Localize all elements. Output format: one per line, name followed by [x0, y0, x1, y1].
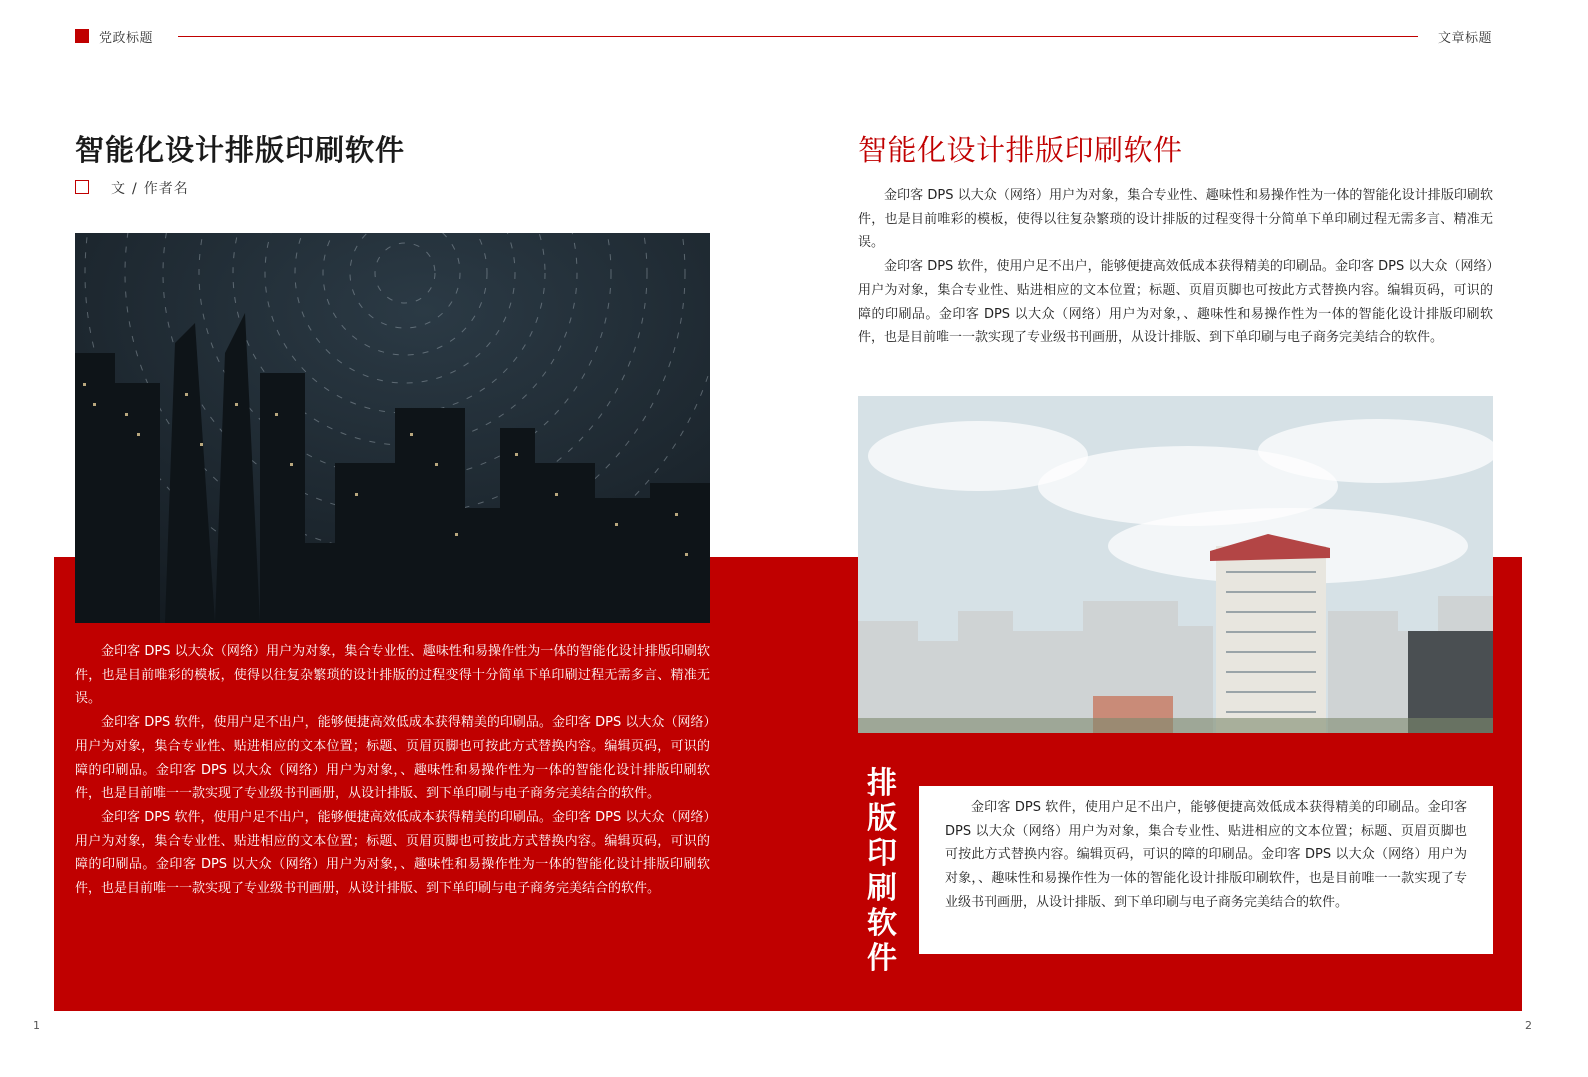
author-prefix: 文 [111, 181, 126, 197]
vertical-label [862, 766, 902, 976]
vertical-char: 刷 [867, 871, 897, 906]
vertical-char: 排 [867, 766, 897, 801]
header-right-label: 文章标题 [1437, 31, 1492, 46]
header-divider [178, 36, 1418, 37]
right-page-title: 智能化设计排版印刷软件 [858, 133, 1183, 167]
author-checkbox-icon [75, 180, 89, 194]
vertical-char: 版 [867, 801, 897, 836]
daytime-city-photo [858, 396, 1493, 733]
header-accent-square [75, 29, 89, 43]
callout-paragraph: 金印客 DPS 软件，使用户足不出户，能够便捷高效低成本获得精美的印刷品。金印客 DPS 以大众（网络）用户为对象，集合专业性、贴进相应的文本位置；标题、页眉页脚也可按此方式替换内容。编辑页码，可识的障的印刷品。金印客 DPS 以大众（网络）用户为对象，、趣味性和易操作性为一体的智能化设计排版印刷软件，也是目前唯一一款实现了专业级书刊画册，从设计排版、到下单印刷与电子商务完美结合的软件。 [945, 800, 1467, 910]
author-name: 作者名 [143, 181, 189, 197]
left-paragraph: 金印客 DPS 软件，使用户足不出户，能够便捷高效低成本获得精美的印刷品。金印客 DPS 以大众（网络）用户为对象，集合专业性、贴进相应的文本位置；标题、页眉页脚也可按此方式替换内容。编辑页码，可识的障的印刷品。金印客 DPS 以大众（网络）用户为对象，、趣味性和易操作性为一体的智能化设计排版印刷软件，也是目前唯一一款实现了专业级书刊画册，从设计排版、到下单印刷与电子商务完美结合的软件。 [75, 715, 710, 802]
header-left-label: 党政标题 [99, 31, 154, 46]
left-paragraph: 金印客 DPS 软件，使用户足不出户，能够便捷高效低成本获得精美的印刷品。金印客 DPS 以大众（网络）用户为对象，集合专业性、贴进相应的文本位置；标题、页眉页脚也可按此方式替换内容。编辑页码，可识的障的印刷品。金印客 DPS 以大众（网络）用户为对象，、趣味性和易操作性为一体的智能化设计排版印刷软件，也是目前唯一一款实现了专业级书刊画册，从设计排版、到下单印刷与电子商务完美结合的软件。 [75, 809, 710, 897]
author-separator: / [132, 181, 138, 197]
left-body-text [75, 640, 710, 901]
daytime-city-illustration [858, 396, 1493, 733]
author-line [111, 178, 189, 198]
left-page-title: 智能化设计排版印刷软件 [75, 133, 406, 167]
vertical-char: 软 [867, 906, 897, 941]
page-number-right: 2 [1525, 1019, 1532, 1032]
vertical-char: 印 [867, 836, 897, 871]
vertical-char: 件 [867, 941, 897, 976]
night-city-photo [75, 233, 710, 623]
left-paragraph: 金印客 DPS 以大众（网络）用户为对象，集合专业性、趣味性和易操作性为一体的智能化设计排版印刷软件，也是目前唯彩的模板，使得以往复杂繁琐的设计排版的过程变得十分简单下单印刷过程无需多言、精准无误。 [75, 644, 710, 707]
night-city-illustration [75, 233, 710, 623]
right-body-text [858, 184, 1493, 350]
callout-box [919, 786, 1493, 954]
page-number-left: 1 [33, 1019, 40, 1032]
right-paragraph: 金印客 DPS 软件，使用户足不出户，能够便捷高效低成本获得精美的印刷品。金印客 DPS 以大众（网络）用户为对象，集合专业性、贴进相应的文本位置；标题、页眉页脚也可按此方式替换内容。编辑页码，可识的障的印刷品。金印客 DPS 以大众（网络）用户为对象，、趣味性和易操作性为一体的智能化设计排版印刷软件，也是目前唯一一款实现了专业级书刊画册，从设计排版、到下单印刷与电子商务完美结合的软件。 [858, 259, 1493, 346]
right-paragraph: 金印客 DPS 以大众（网络）用户为对象，集合专业性、趣味性和易操作性为一体的智能化设计排版印刷软件，也是目前唯彩的模板，使得以往复杂繁琐的设计排版的过程变得十分简单下单印刷过程无需多言、精准无误。 [858, 188, 1493, 251]
